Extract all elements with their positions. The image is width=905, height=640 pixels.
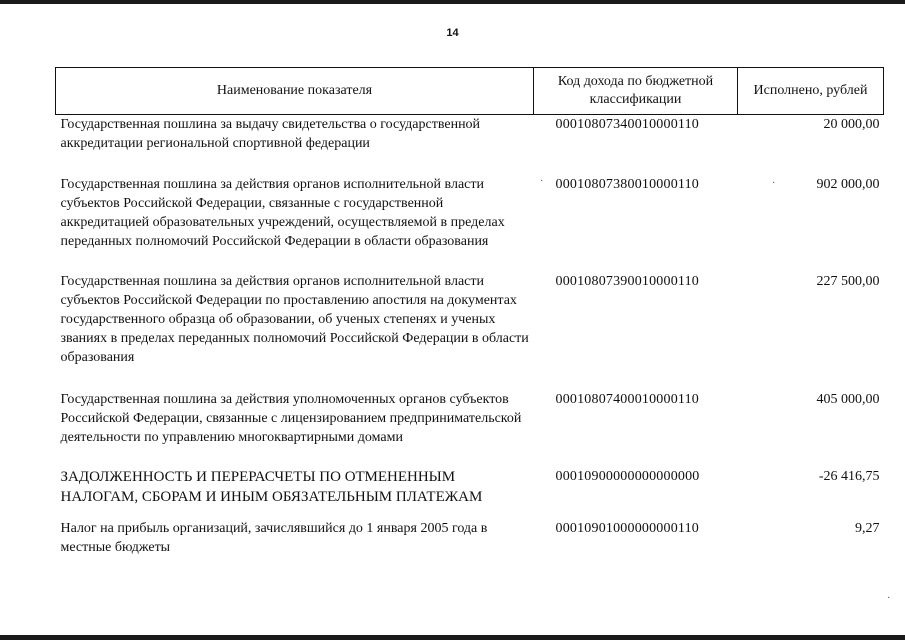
row-amount: -26 416,75 [818,468,880,484]
row-name: Налог на прибыль организаций, зачислявшийся до 1 января 2005 года в местные бюджеты [60,520,488,555]
row-name: Государственная пошлина за действия органов исполнительной власти субъектов Российской Федерации, связанные с государственной аккредитацией образовательных учреждений, осуществляемой в пределах переданных полномочий Российской Федерации в области образования [60,176,505,249]
row-code: 00010807390010000110 [555,273,699,289]
table-row [56,519,884,563]
row-name: ЗАДОЛЖЕННОСТЬ И ПЕРЕРАСЧЕТЫ ПО ОТМЕНЕННЫМ НАЛОГАМ, СБОРАМ И ИНЫМ ОБЯЗАТЕЛЬНЫМ ПЛАТЕЖАМ [60,468,483,505]
revenue-table [55,67,884,563]
scan-speck: · [540,176,544,187]
table-row [56,175,884,272]
row-code: 00010807400010000110 [555,391,699,407]
table-row [56,467,884,519]
row-amount: 227 500,00 [816,273,880,289]
row-code: 00010807380010000110 [555,176,699,192]
row-amount: 405 000,00 [816,391,880,407]
table-row [56,272,884,390]
table-row [56,390,884,467]
row-amount: 902 000,00 [816,176,880,192]
row-amount: 20 000,00 [823,117,880,132]
scan-bottom-border [0,635,905,640]
row-name: Государственная пошлина за действия уполномоченных органов субъектов Российской Федерации, связанные с лицензированием предпринимательской деятельности по управлению многоквартирными домами [60,391,522,445]
scan-speck: · [887,593,891,604]
row-name: Государственная пошлина за действия органов исполнительной власти субъектов Российской Федерации по проставлению апостиля на документах государственного образца об образовании, об ученых степенях и ученых званиях в пределах переданных полномочий Российской Федерации в области образования [60,273,529,365]
row-code: 00010807340010000110 [555,117,699,132]
table-header-row [56,68,884,115]
header-executed-amount: Исполнено, рублей [738,68,884,115]
row-name: Государственная пошлина за выдачу свидетельства о государственной аккредитации региональной спортивной федерации [60,117,481,151]
scan-top-border [0,0,905,4]
page-number: 14 [446,27,459,39]
row-code: 00010901000000000110 [555,520,699,536]
row-amount: 9,27 [855,520,880,536]
scan-speck: · [772,178,776,189]
header-indicator-name: Наименование показателя [56,68,534,115]
row-code: 00010900000000000000 [555,468,700,484]
header-revenue-code: Код дохода по бюджетной классификации [534,68,738,115]
table-row [56,115,884,175]
